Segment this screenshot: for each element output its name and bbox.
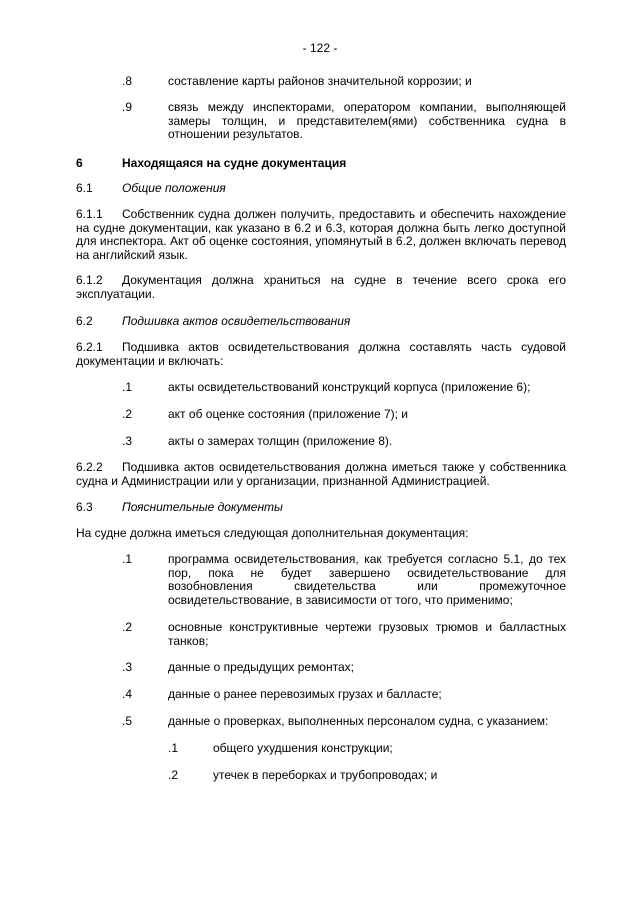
- sublist-item-number: .2: [168, 768, 179, 782]
- list-item-number: .5: [122, 714, 133, 728]
- subsection-title: Пояснительные документы: [122, 500, 283, 514]
- paragraph-6-2-1: [76, 341, 566, 368]
- paragraph-6-2-2: [76, 461, 566, 488]
- paragraph-number: 6.2.1: [76, 340, 103, 354]
- paragraph-number: 6.1.1: [76, 207, 103, 221]
- subsection-number: 6.2: [76, 314, 93, 328]
- list-item-number: .2: [122, 407, 133, 421]
- list-item-text: программа освидетельствования, как требуется согласно 5.1, до тех пор, пока не будет завершено освидетельствование для возобновления свидетельства или промежуточное освидетельствование, в зависимости от того, что применимо;: [168, 552, 566, 607]
- paragraph-number: 6.1.2: [76, 273, 103, 287]
- list-item-number: .2: [122, 620, 133, 634]
- paragraph-number: 6.2.2: [76, 460, 103, 474]
- list-item-number: .3: [122, 660, 133, 674]
- list-item-text: акт об оценке состояния (приложение 7); и: [168, 407, 409, 421]
- paragraph-6-1-1: [76, 208, 566, 262]
- list-item-text: акты освидетельствований конструкций корпуса (приложение 6);: [168, 380, 531, 394]
- paragraph-text: Подшивка актов освидетельствования должна составлять часть судовой документации и включать:: [76, 340, 566, 368]
- list-item-text: связь между инспекторами, оператором компании, выполняющей замеры толщин, и представителем(ями) собственника судна в отношении результатов.: [168, 100, 566, 141]
- subsection-number: 6.3: [76, 500, 93, 514]
- paragraph-text: Документация должна храниться на судне в течение всего срока его эксплуатации.: [76, 273, 566, 301]
- page-number: - 122 -: [302, 41, 338, 55]
- list-item-text: акты о замерах толщин (приложение 8).: [168, 434, 393, 448]
- list-item-text: составление карты районов значительной коррозии; и: [168, 74, 472, 88]
- list-item-number: .9: [122, 100, 133, 114]
- list-item-number: .8: [122, 74, 133, 88]
- paragraph-intro: На судне должна иметься следующая дополнительная документация:: [76, 526, 469, 540]
- list-item-text: данные о предыдущих ремонтах;: [168, 660, 354, 674]
- list-item-text: данные о проверках, выполненных персоналом судна, с указанием:: [168, 714, 549, 728]
- section-title: Находящаяся на судне документация: [122, 156, 347, 170]
- subsection-title: Подшивка актов освидетельствования: [122, 314, 351, 328]
- subsection-number: 6.1: [76, 181, 93, 195]
- list-item-number: .4: [122, 687, 133, 701]
- sublist-item-text: утечек в переборках и трубопроводах; и: [213, 768, 438, 782]
- list-item-text: данные о ранее перевозимых грузах и балласте;: [168, 687, 442, 701]
- list-item-text: основные конструктивные чертежи грузовых трюмов и балластных танков;: [168, 620, 566, 648]
- sublist-item-text: общего ухудшения конструкции;: [213, 741, 393, 755]
- paragraph-text: Подшивка актов освидетельствования должна иметься также у собственника судна и Администрации или у организации, признанной Администрацией.: [76, 460, 566, 488]
- section-number: 6: [76, 156, 83, 170]
- list-item-number: .1: [122, 380, 133, 394]
- sublist-item-number: .1: [168, 741, 179, 755]
- subsection-title: Общие положения: [122, 181, 226, 195]
- paragraph-text: Собственник судна должен получить, предоставить и обеспечить нахождение на судне документации, как указано в 6.2 и 6.3, которая должна быть легко доступной для инспектора. Акт об оценке состояния, упомянутый в 6.2, должен включать перевод на английский язык.: [76, 207, 566, 262]
- list-item-number: .3: [122, 434, 133, 448]
- list-item-number: .1: [122, 552, 133, 566]
- paragraph-6-1-2: [76, 274, 566, 301]
